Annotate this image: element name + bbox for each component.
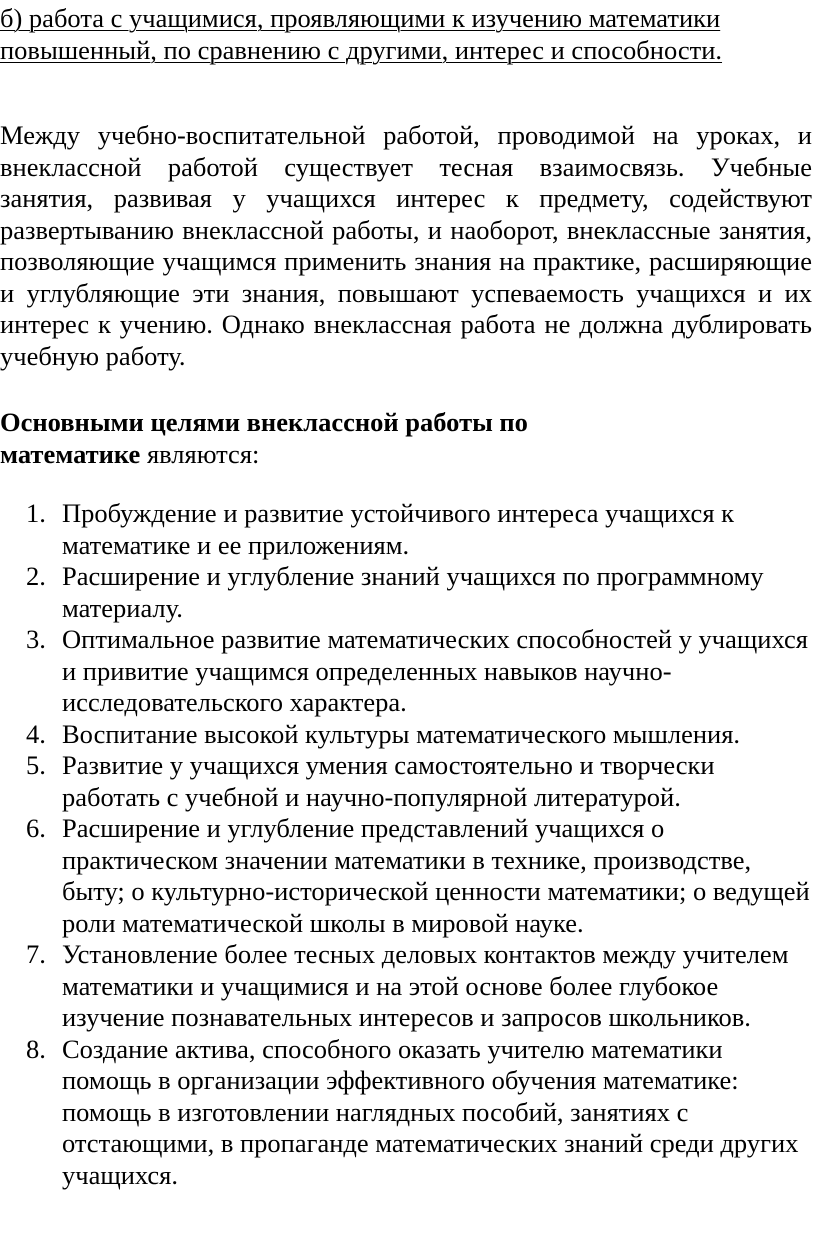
list-item-text: Развитие у учащихся умения самостоятельно и творчески работать с учебной и научно-популярной литературой. <box>62 750 715 812</box>
list-item-number: 2. <box>26 561 46 591</box>
list-item-number: 6. <box>26 813 46 843</box>
list-item-number: 1. <box>26 498 46 528</box>
list-item-text: Расширение и углубление представлений учащихся о практическом значении математики в технике, производстве, быту; о культурно-исторической ценности математики; о ведущей роли математической школы в мировой науке. <box>62 813 810 938</box>
goals-title-bold: Основными целями внеклассной работы по математике <box>0 407 528 469</box>
list-item <box>0 498 812 561</box>
list-item <box>0 561 812 624</box>
list-item-number: 4. <box>26 718 46 749</box>
intro-paragraph: Между учебно-воспитательной работой, проводимой на уроках, и внеклассной работой существует тесная взаимосвязь. Учебные занятия, развивая у учащихся интерес к предмету, содействуют развертыванию внеклассной работы, и наоборот, внеклассные занятия, позволяющие учащимся применить знания на практике, расширяющие и углубляющие эти знания, повышают успеваемость учащихся и их интерес к учению. Однако внеклассная работа не должна дублировать учебную работу. <box>0 120 812 371</box>
list-item-number: 7. <box>26 939 46 969</box>
list-item-text: Расширение и углубление знаний учащихся по программному материалу. <box>62 561 764 623</box>
list-item <box>0 939 812 1034</box>
section-heading-b: б) работа с учащимися, проявляющими к изучению математики повышенный, по сравнению с другими, интерес и способности. <box>0 3 723 65</box>
list-item-number: 3. <box>26 624 46 654</box>
list-item-text: Оптимальное развитие математических способностей у учащихся и привитие учащимся определенных навыков научно-исследовательского характера. <box>62 624 808 717</box>
list-item <box>0 813 812 939</box>
list-item-text: Создание актива, способного оказать учителю математики помощь в организации эффективного обучения математике: помощь в изготовлении наглядных пособий, занятиях с отстающими, в пропаганде математических знаний среди других учащихся. <box>62 1033 799 1190</box>
goals-title <box>0 407 600 470</box>
list-item <box>0 750 812 813</box>
list-item-text: Воспитание высокой культуры математического мышления. <box>62 718 741 749</box>
goals-list <box>0 498 812 1191</box>
list-item-text: Пробуждение и развитие устойчивого интереса учащихся к математике и ее приложениям. <box>62 498 735 560</box>
list-item <box>0 719 812 751</box>
list-item-number: 5. <box>26 750 46 780</box>
list-item <box>0 1034 812 1192</box>
list-item-number: 8. <box>26 1033 46 1064</box>
goals-title-rest: являются: <box>140 438 260 469</box>
list-item <box>0 624 812 719</box>
list-item-text: Установление более тесных деловых контактов между учителем математики и учащимися и на этой основе более глубокое изучение познавательных интересов и запросов школьников. <box>62 939 789 1032</box>
